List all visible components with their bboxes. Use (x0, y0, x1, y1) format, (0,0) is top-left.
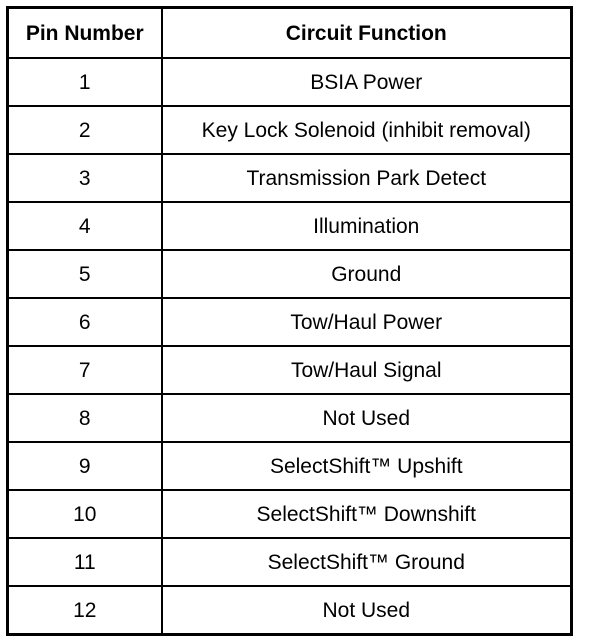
circuit-function-cell: Not Used (162, 394, 572, 442)
circuit-function-cell: Illumination (162, 202, 572, 250)
header-row (8, 8, 572, 59)
pin-function-table (6, 6, 573, 636)
pin-number-cell: 10 (8, 490, 162, 538)
circuit-function-cell: Key Lock Solenoid (inhibit removal) (162, 106, 572, 154)
table-row (8, 202, 572, 250)
circuit-function-cell: SelectShift™ Upshift (162, 442, 572, 490)
pin-number-cell: 7 (8, 346, 162, 394)
pin-number-cell: 2 (8, 106, 162, 154)
header-pin-number: Pin Number (8, 8, 162, 59)
circuit-function-cell: SelectShift™ Ground (162, 538, 572, 586)
table-row (8, 586, 572, 635)
table-row (8, 490, 572, 538)
table-header (8, 8, 572, 59)
circuit-function-cell: Transmission Park Detect (162, 154, 572, 202)
table-row (8, 154, 572, 202)
circuit-function-cell: Ground (162, 250, 572, 298)
pin-number-cell: 5 (8, 250, 162, 298)
table-row (8, 442, 572, 490)
pin-number-cell: 8 (8, 394, 162, 442)
pin-number-cell: 1 (8, 58, 162, 106)
table-row (8, 394, 572, 442)
pin-number-cell: 9 (8, 442, 162, 490)
circuit-function-cell: Tow/Haul Signal (162, 346, 572, 394)
pin-number-cell: 6 (8, 298, 162, 346)
pin-number-cell: 11 (8, 538, 162, 586)
header-circuit-function: Circuit Function (162, 8, 572, 59)
circuit-function-cell: SelectShift™ Downshift (162, 490, 572, 538)
table-row (8, 106, 572, 154)
pin-number-cell: 12 (8, 586, 162, 635)
table-body (8, 58, 572, 635)
table-row (8, 538, 572, 586)
table-row (8, 58, 572, 106)
table-row (8, 346, 572, 394)
circuit-function-cell: BSIA Power (162, 58, 572, 106)
circuit-function-cell: Not Used (162, 586, 572, 635)
circuit-function-cell: Tow/Haul Power (162, 298, 572, 346)
table-row (8, 250, 572, 298)
table-row (8, 298, 572, 346)
pin-number-cell: 3 (8, 154, 162, 202)
pin-number-cell: 4 (8, 202, 162, 250)
